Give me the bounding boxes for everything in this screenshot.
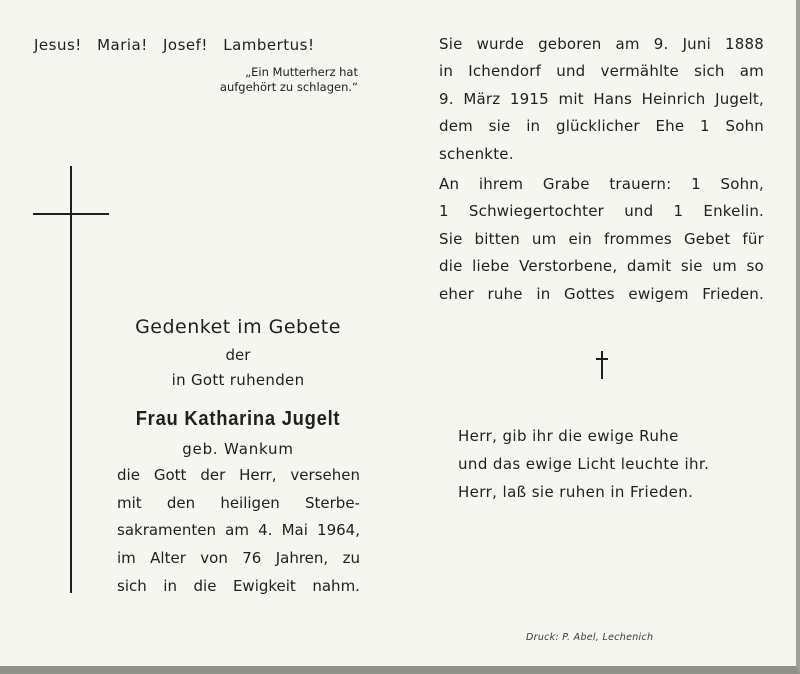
der-line: der bbox=[225, 346, 251, 364]
word: Jahren, bbox=[275, 549, 329, 567]
word: wurde bbox=[476, 35, 525, 53]
word: Gottes bbox=[564, 285, 615, 303]
word: Juni bbox=[682, 35, 711, 53]
deceased-name: Frau Katharina Jugelt bbox=[135, 408, 341, 430]
word: sie bbox=[680, 257, 703, 275]
word: ein bbox=[568, 230, 592, 248]
word: Jugelt, bbox=[715, 90, 764, 108]
word: damit bbox=[626, 257, 672, 275]
word: im bbox=[117, 549, 136, 567]
word: von bbox=[200, 549, 228, 567]
word: frommes bbox=[603, 230, 672, 248]
word: 1888 bbox=[725, 35, 764, 53]
word: ewigem bbox=[628, 285, 689, 303]
word: geboren bbox=[538, 35, 602, 53]
word: der bbox=[200, 466, 226, 484]
word: und bbox=[624, 202, 654, 220]
mourners-line bbox=[439, 175, 764, 193]
holy-names: Jesus! Maria! Josef! Lambertus! bbox=[34, 36, 315, 54]
large-cross-vertical bbox=[70, 166, 72, 593]
mourners-line bbox=[439, 285, 764, 303]
word: Sie bbox=[439, 230, 463, 248]
death-notice-line bbox=[117, 494, 360, 512]
word: Ehe bbox=[655, 117, 685, 135]
word: am bbox=[225, 521, 249, 539]
word: ihrem bbox=[478, 175, 524, 193]
word: 4. bbox=[258, 521, 273, 539]
word: in bbox=[163, 577, 177, 595]
printer-credit: Druck: P. Abel, Lechenich bbox=[526, 632, 654, 643]
word: am bbox=[739, 62, 764, 80]
death-notice-line bbox=[117, 549, 360, 567]
large-cross-horizontal bbox=[33, 213, 109, 215]
word: sakramenten bbox=[117, 521, 217, 539]
word: in bbox=[536, 285, 551, 303]
word: ruhe bbox=[487, 285, 523, 303]
word: am bbox=[615, 35, 640, 53]
mourners-line bbox=[439, 202, 764, 220]
word: um bbox=[531, 230, 557, 248]
biography-line bbox=[439, 35, 764, 53]
biography-line bbox=[439, 145, 764, 163]
word: Alter bbox=[150, 549, 186, 567]
word: so bbox=[746, 257, 764, 275]
word: in bbox=[526, 117, 541, 135]
death-notice-line bbox=[117, 577, 360, 595]
word: nahm. bbox=[312, 577, 360, 595]
word: Frieden. bbox=[702, 285, 764, 303]
word: Ewigkeit bbox=[232, 577, 296, 595]
word: Schwiegertochter bbox=[468, 202, 605, 220]
small-cross-horizontal bbox=[596, 358, 608, 360]
word: trauern: bbox=[609, 175, 672, 193]
word: schenkte. bbox=[439, 145, 514, 163]
death-notice-line bbox=[117, 466, 360, 484]
death-notice-line bbox=[117, 521, 360, 539]
word: 1964, bbox=[317, 521, 360, 539]
quote-line-1: „Ein Mutterherz hat bbox=[245, 65, 358, 79]
word: An bbox=[439, 175, 460, 193]
word: Grabe bbox=[542, 175, 590, 193]
word: 1 bbox=[691, 175, 701, 193]
word: Mai bbox=[281, 521, 308, 539]
word: versehen bbox=[290, 466, 360, 484]
word: dem bbox=[439, 117, 473, 135]
word: 1 bbox=[673, 202, 684, 220]
word: sich bbox=[117, 577, 147, 595]
word: für bbox=[742, 230, 764, 248]
word: in bbox=[439, 62, 454, 80]
word: Sohn bbox=[725, 117, 764, 135]
word: mit bbox=[558, 90, 584, 108]
word: Hans bbox=[593, 90, 632, 108]
in-gott-line: in Gott ruhenden bbox=[171, 371, 305, 389]
prayer-line-3: Herr, laß sie ruhen in Frieden. bbox=[458, 483, 694, 501]
word: eher bbox=[439, 285, 474, 303]
word: 1 bbox=[700, 117, 710, 135]
word: Gott bbox=[153, 466, 187, 484]
word: 1 bbox=[439, 202, 449, 220]
word: die bbox=[439, 257, 463, 275]
remember-heading: Gedenket im Gebete bbox=[135, 316, 341, 338]
word: vermählte bbox=[600, 62, 679, 80]
word: März bbox=[463, 90, 501, 108]
word: 1915 bbox=[509, 90, 549, 108]
word: Enkelin. bbox=[703, 202, 764, 220]
biography-line bbox=[439, 62, 764, 80]
word: den bbox=[166, 494, 196, 512]
quote-line-2: aufgehört zu schlagen.“ bbox=[219, 80, 358, 94]
biography-line bbox=[439, 90, 764, 108]
word: die bbox=[193, 577, 217, 595]
mourners-line bbox=[439, 230, 764, 248]
word: 9. bbox=[653, 35, 669, 53]
word: glücklicher bbox=[555, 117, 640, 135]
maiden-name: geb. Wankum bbox=[182, 440, 294, 458]
biography-line bbox=[439, 117, 764, 135]
word: Sohn, bbox=[720, 175, 764, 193]
word: Gebet bbox=[683, 230, 731, 248]
word: 76 bbox=[242, 549, 262, 567]
word: zu bbox=[342, 549, 360, 567]
word: Sterbe- bbox=[305, 494, 360, 512]
small-cross-vertical bbox=[601, 351, 603, 379]
word: Herr, bbox=[239, 466, 277, 484]
word: 9. bbox=[439, 90, 454, 108]
prayer-line-2: und das ewige Licht leuchte ihr. bbox=[458, 455, 710, 473]
word: sie bbox=[488, 117, 511, 135]
word: um bbox=[712, 257, 737, 275]
word: mit bbox=[117, 494, 142, 512]
word: liebe bbox=[472, 257, 510, 275]
word: und bbox=[556, 62, 586, 80]
word: Verstorbene, bbox=[519, 257, 618, 275]
word: heiligen bbox=[220, 494, 280, 512]
word: Sie bbox=[439, 35, 463, 53]
word: Ichendorf bbox=[468, 62, 542, 80]
word: Heinrich bbox=[641, 90, 706, 108]
word: bitten bbox=[474, 230, 520, 248]
word: sich bbox=[694, 62, 725, 80]
prayer-line-1: Herr, gib ihr die ewige Ruhe bbox=[458, 427, 679, 445]
mourners-line bbox=[439, 257, 764, 275]
word: die bbox=[117, 466, 140, 484]
